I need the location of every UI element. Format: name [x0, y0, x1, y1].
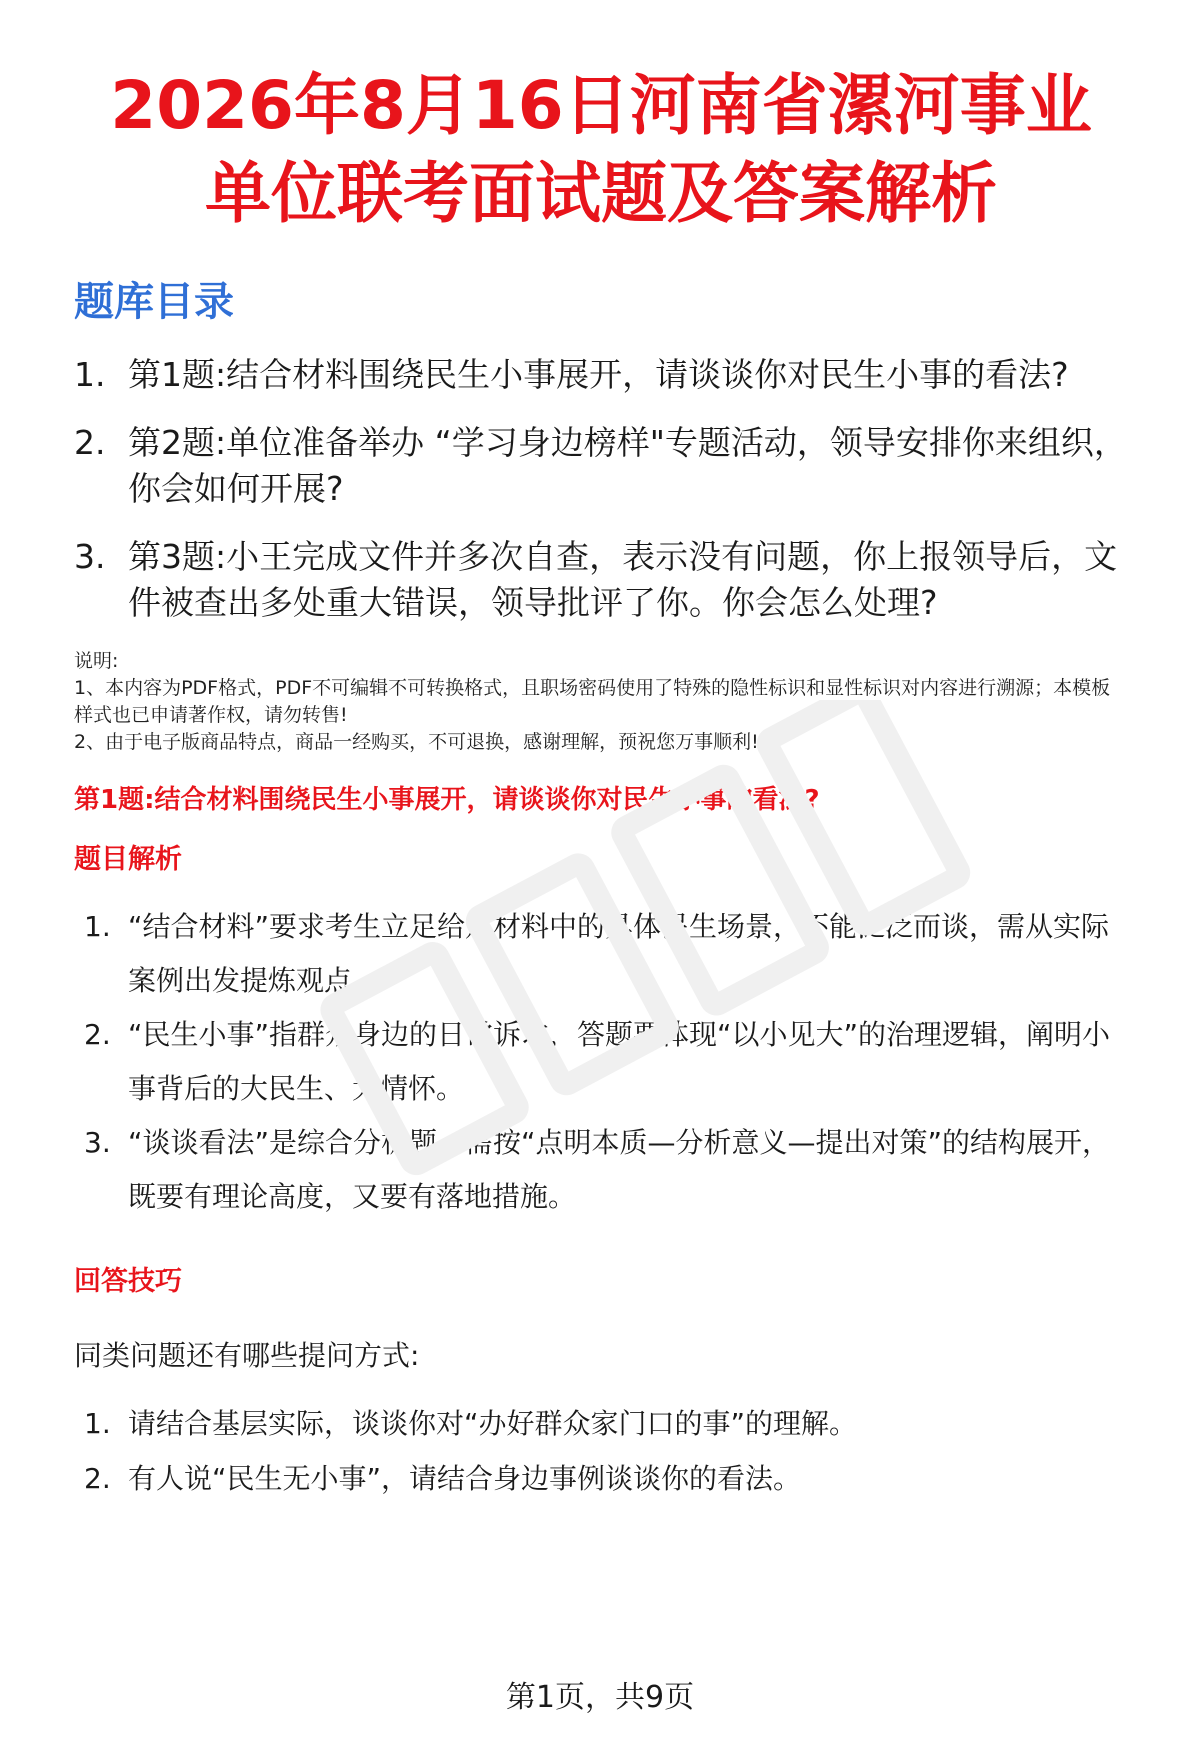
list-item — [74, 900, 1128, 1008]
toc-item-number: 2. — [74, 423, 106, 462]
toc-item[interactable] — [74, 352, 1128, 398]
notice-line: 2、由于电子版商品特点，商品一经购买，不可退换，感谢理解，预祝您万事顺利! — [74, 731, 759, 753]
list-item — [74, 1008, 1128, 1116]
page-footer: 第1页，共9页 — [505, 1680, 695, 1715]
question-title: 第1题:结合材料围绕民生小事展开，请谈谈你对民生小事的看法? — [74, 785, 820, 815]
list-item-number: 1. — [84, 910, 111, 943]
tips-heading: 回答技巧 — [74, 1266, 182, 1297]
list-item-text: 有人说“民生无小事”，请结合身边事例谈谈你的看法。 — [128, 1462, 802, 1495]
list-item — [74, 1404, 1128, 1444]
list-item — [74, 1459, 1128, 1499]
document-title: 2026年8月16日河南省漯河事业单位联考面试题及答案解析 — [110, 67, 1092, 232]
toc-item-number: 3. — [74, 537, 106, 576]
toc-item[interactable] — [74, 420, 1128, 512]
similar-intro: 同类问题还有哪些提问方式: — [74, 1339, 420, 1372]
list-item-text: “民生小事”指群众身边的日常诉求，答题要体现“以小见大”的治理逻辑，阐明小事背后的大民生、大情怀。 — [128, 1018, 1111, 1105]
toc-item-number: 1. — [74, 355, 106, 394]
list-item-number: 3. — [84, 1126, 111, 1159]
notice-block — [74, 648, 1128, 756]
notice-label: 说明: — [74, 650, 119, 672]
analysis-list — [74, 900, 1128, 1224]
toc-item-text: 第3题:小王完成文件并多次自查，表示没有问题，你上报领导后，文件被查出多处重大错误，领导批评了你。你会怎么处理? — [128, 537, 1118, 622]
list-item-number: 2. — [84, 1462, 111, 1495]
list-item-number: 2. — [84, 1018, 111, 1051]
list-item-text: 请结合基层实际，谈谈你对“办好群众家门口的事”的理解。 — [128, 1407, 858, 1440]
list-item — [74, 1116, 1128, 1224]
list-item-number: 1. — [84, 1407, 111, 1440]
similar-list — [74, 1404, 1128, 1499]
list-item-text: “结合材料”要求考生立足给定材料中的具体民生场景，不能泛泛而谈，需从实际案例出发提炼观点。 — [128, 910, 1110, 997]
toc-item-text: 第1题:结合材料围绕民生小事展开，请谈谈你对民生小事的看法? — [128, 355, 1069, 394]
toc-list — [74, 352, 1128, 626]
notice-line: 1、本内容为PDF格式，PDF不可编辑不可转换格式，且职场密码使用了特殊的隐性标识和显性标识对内容进行溯源；本模板样式也已申请著作权，请勿转售! — [74, 677, 1111, 726]
toc-item-text: 第2题:单位准备举办 “学习身边榜样"专题活动，领导安排你来组织，你会如何开展? — [128, 423, 1127, 508]
toc-item[interactable] — [74, 534, 1128, 626]
analysis-heading: 题目解析 — [74, 844, 182, 875]
toc-heading: 题库目录 — [74, 279, 234, 325]
list-item-text: “谈谈看法”是综合分析题，需按“点明本质—分析意义—提出对策”的结构展开，既要有理论高度，又要有落地措施。 — [128, 1126, 1111, 1213]
